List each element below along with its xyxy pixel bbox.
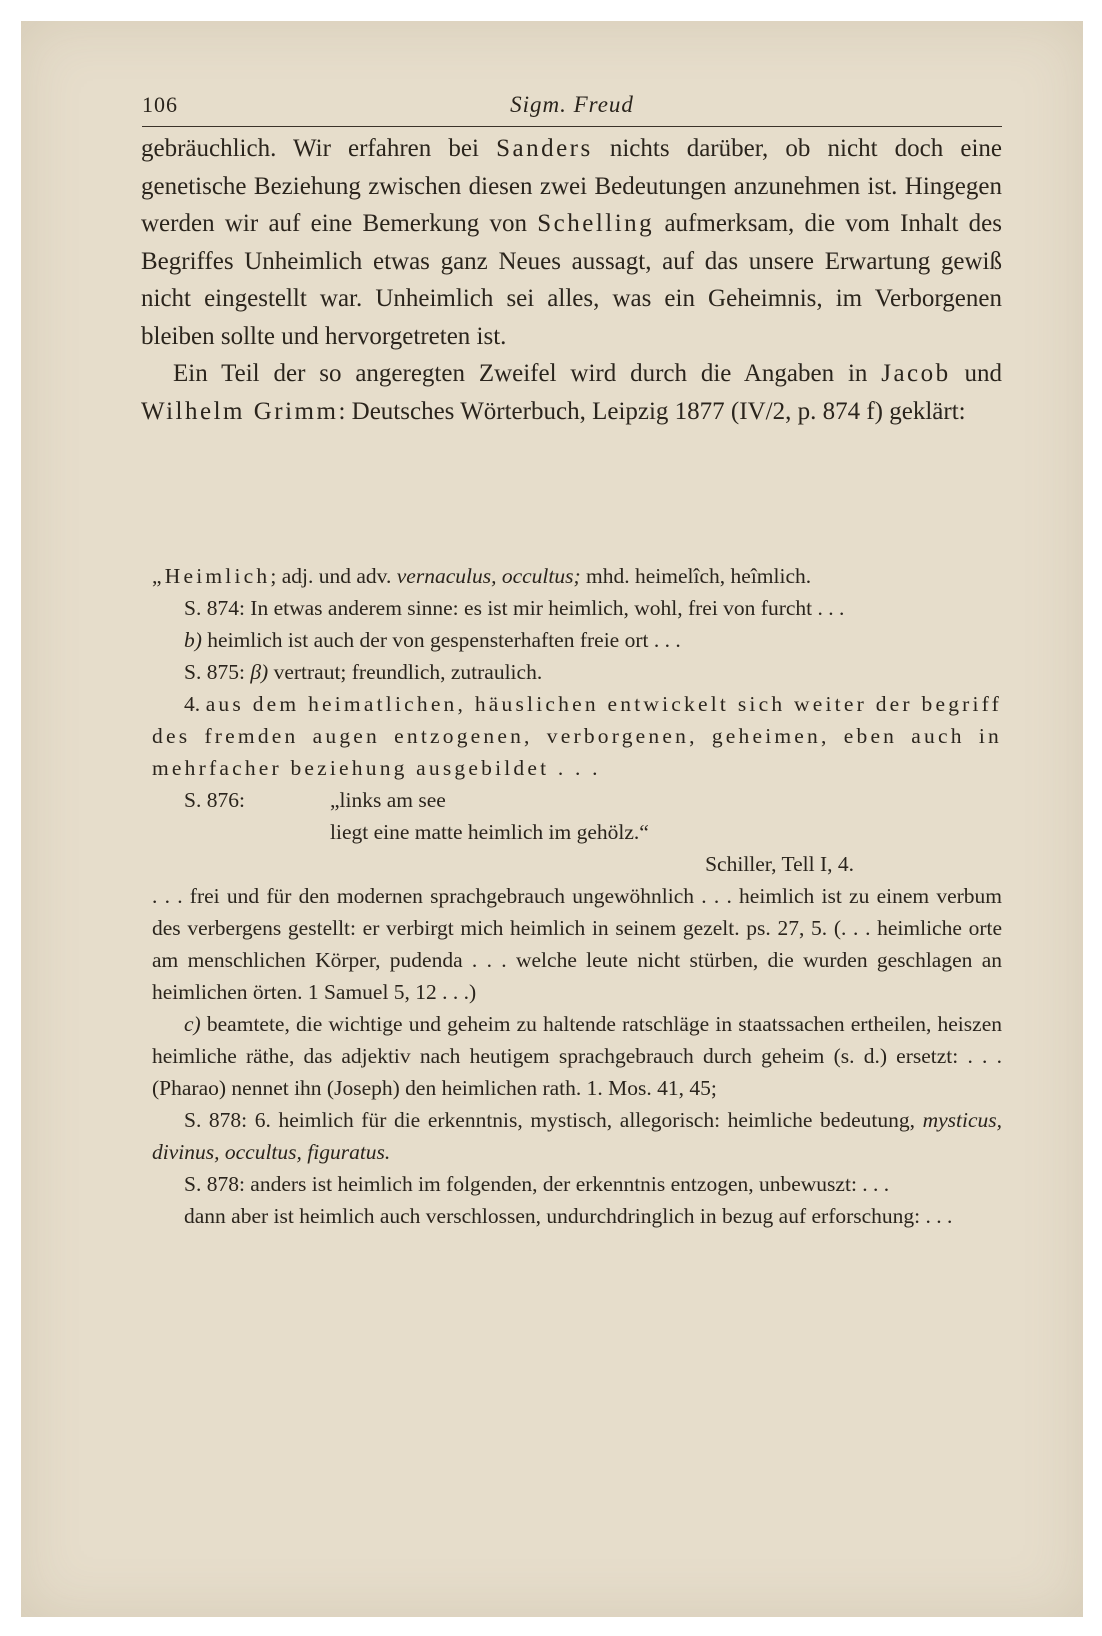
q9-a: S. 878: 6. heimlich für die erkenntnis, mystisch, allegorisch: heimliche bedeutung, xyxy=(184,1108,923,1132)
p1-text-a: gebräuchlich. Wir erfahren bei xyxy=(141,135,497,162)
q8-text: beamtete, die wichtige und geheim zu haltende ratschläge in staatssachen ertheilen, heiszen heimliche räthe, das adjektiv nach heutigem sprachgebrauch durch geheim (s. d.) ersetzt: . . . (Pharao) nennet ihn (Joseph) den heimlichen rath. 1. Mos. 41, 45; xyxy=(152,1012,1002,1100)
page-header xyxy=(142,90,1002,127)
q1-d: mhd. heimelîch, heîmlich. xyxy=(580,564,812,588)
quote-c xyxy=(152,1008,1002,1104)
p2-text-c: und xyxy=(950,360,1003,387)
q4-c: vertraut; freundlich, zutraulich. xyxy=(268,660,543,684)
quote-frei: . . . frei und für den modernen sprachgebrauch ungewöhnlich . . . heimlich ist zu einem verbum des verbergens gestellt: er verbirgt mich heimlich in seinem gezelt. ps. 27, 5. (. . . heimliche orte am menschlichen Körper, pudenda . . . welche leute nicht stürben, die wurden geschlagen an heimlichen örten. 1 Samuel 5, 12 . . .) xyxy=(152,884,1002,1004)
page-number: 106 xyxy=(142,92,178,117)
running-head: Sigm. Freud xyxy=(510,92,634,117)
name-jacob: Jacob xyxy=(881,360,951,387)
q4-beta: β) xyxy=(250,660,269,684)
verse-line-1 xyxy=(152,784,1002,816)
q5-num: 4. xyxy=(184,692,206,716)
p2-text-e: : Deutsches Wörterbuch, Leipzig 1877 (IV/2, p. 874 f) geklärt: xyxy=(338,397,966,425)
paragraph-1 xyxy=(141,130,1002,355)
paragraph-2 xyxy=(141,355,1002,430)
p1-text-c: nichts darüber, ob nicht doch eine genetische Beziehung zwischen diesen zwei Bedeutungen anzunehmen ist. Hingegen werden wir auf eine Bemerkung von xyxy=(141,135,1003,237)
headword-heimlich: „Heimlich xyxy=(152,564,271,588)
p1-text-e: aufmerksam, die vom Inhalt des Begriffes Unheimlich etwas ganz Neues aussagt, auf das unsere Erwartung gewiß nicht eingestellt war. Unheimlich sei alles, was ein Geheimnis, im Verborgenen bleiben sollte und hervorgetreten ist. xyxy=(141,210,1002,350)
quote-s878-6 xyxy=(152,1104,1002,1168)
quote-b xyxy=(152,624,1002,656)
q1-latin: vernaculus, occultus; xyxy=(396,564,581,588)
dictionary-quotation xyxy=(152,560,1002,1232)
q8-marker: c) xyxy=(184,1012,201,1036)
verse-attribution: Schiller, Tell I, 4. xyxy=(705,852,854,876)
quote-s874: S. 874: In etwas anderem sinne: es ist mir heimlich, wohl, frei von furcht . . . xyxy=(184,596,845,620)
name-schelling: Schelling xyxy=(537,210,655,237)
q3-marker: b) xyxy=(184,628,202,652)
quote-s878-anders: S. 878: anders ist heimlich im folgenden, der erkenntnis entzogen, unbewuszt: . . . xyxy=(184,1172,890,1196)
verse-text-2: liegt eine matte heimlich im gehölz.“ xyxy=(330,820,649,844)
name-wilhelm-grimm: Wilhelm Grimm xyxy=(141,397,339,425)
verse-ref: S. 876: xyxy=(184,788,245,812)
p2-text-a: Ein Teil der so angeregten Zweifel wird durch die Angaben in xyxy=(173,360,882,387)
quote-s875 xyxy=(152,656,1002,688)
q4-a: S. 875: xyxy=(184,660,251,684)
name-sanders: Sanders xyxy=(496,135,593,162)
verse-line-2 xyxy=(152,816,1002,848)
q9-latin: mysticus, divinus, occultus, figuratus. xyxy=(152,1108,1002,1164)
quote-dann: dann aber ist heimlich auch verschlossen, undurchdringlich in bezug auf erforschung: . . . xyxy=(184,1204,953,1228)
q3-text: heimlich ist auch der von gespensterhaften freie ort . . . xyxy=(201,628,681,652)
quote-line-1 xyxy=(152,560,1002,592)
body-text xyxy=(141,130,1002,430)
q1-b: ; adj. und adv. xyxy=(270,564,397,588)
q5-spaced-text: aus dem heimatlichen, häuslichen entwickelt sich weiter der begriff des fremden augen entzogenen, verborgenen, geheimen, eben auch in mehrfacher beziehung ausgebildet . . . xyxy=(152,692,1003,780)
quote-4 xyxy=(152,688,1002,784)
verse-text-1: „links am see xyxy=(330,788,446,812)
